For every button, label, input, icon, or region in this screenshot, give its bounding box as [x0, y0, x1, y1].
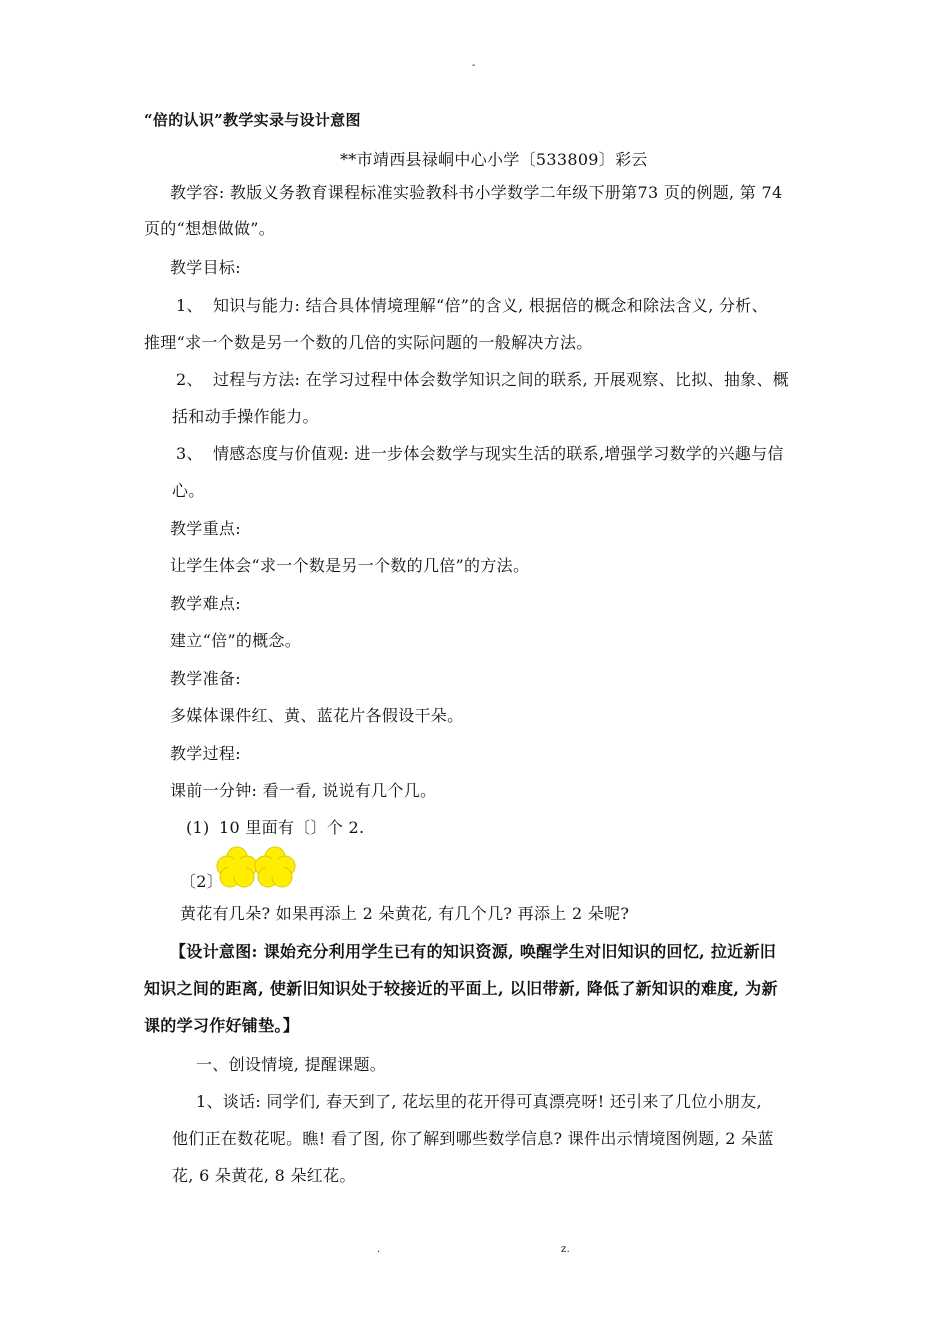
item-2-number: 〔2〕: [180, 872, 224, 891]
difficulty-text: 建立“倍”的概念。: [170, 631, 302, 650]
objective-2-number: 2、: [176, 370, 203, 389]
footer-right-mark: z.: [561, 1244, 571, 1255]
design-intent-line-3: 课的学习作好铺垫。】: [144, 1016, 300, 1035]
talk-line-2: 他们正在数花呢。瞧! 看了图, 你了解到哪些数学信息? 课件出示情境图例题, 2 朵蓝: [172, 1129, 774, 1148]
content-line-1: 教学容: 教版义务教育课程标准实验教科书小学数学二年级下册第73 页的例题, 第 74: [170, 183, 783, 202]
objective-2-line-2: 括和动手操作能力。: [172, 407, 319, 426]
objective-1-line-2: 推理“求一个数是另一个数的几倍的实际问题的一般解决方法。: [144, 333, 593, 352]
author-line: **市靖西县禄峒中心小学〔533809〕彩云: [340, 150, 648, 169]
talk-line-3: 花, 6 朵黄花, 8 朵红花。: [172, 1166, 356, 1185]
design-intent-line-1: 【设计意图: 课始充分利用学生已有的知识资源, 唤醒学生对旧知识的回忆, 拉近新旧: [170, 942, 777, 961]
objective-3-line-2: 心。: [172, 481, 205, 500]
preparation-text: 多媒体课件红、黄、蓝花片各假设干朵。: [170, 706, 464, 725]
talk-line-1: 1、谈话: 同学们, 春天到了, 花坛里的花开得可真漂亮呀! 还引来了几位小朋友,: [196, 1092, 762, 1111]
process-label: 教学过程:: [170, 744, 241, 763]
key-point-label: 教学重点:: [170, 519, 241, 538]
objective-1-number: 1、: [176, 296, 203, 315]
item-1-text: 10 里面有〔〕个 2.: [219, 818, 365, 837]
design-intent-line-2: 知识之间的距离, 使新旧知识处于较接近的平面上, 以旧带新, 降低了新知识的难度, 为新: [144, 979, 778, 998]
objective-2-line-1: 过程与方法: 在学习过程中体会数学知识之间的联系, 开展观察、比拟、抽象、概: [213, 370, 790, 389]
objective-3-line-1: 情感态度与价值观: 进一步体会数学与现实生活的联系,增强学习数学的兴趣与信: [213, 444, 784, 463]
item-2-question: 黄花有几朵? 如果再添上 2 朵黄花, 有几个几? 再添上 2 朵呢?: [180, 904, 630, 923]
difficulty-label: 教学难点:: [170, 594, 241, 613]
objectives-label: 教学目标:: [170, 258, 241, 277]
header-mark: -: [472, 60, 476, 71]
content-line-2: 页的“想想做做”。: [144, 219, 276, 238]
yellow-flower-icon: [254, 846, 296, 888]
section-1-heading: 一、创设情境, 提醒课题。: [196, 1055, 387, 1074]
page-title: “倍的认识”教学实录与设计意图: [144, 111, 361, 129]
key-point-text: 让学生体会“求一个数是另一个数的几倍”的方法。: [170, 556, 530, 575]
footer-left-mark: .: [377, 1244, 381, 1255]
item-1-number: (1): [186, 818, 210, 837]
objective-3-number: 3、: [176, 444, 203, 463]
objective-1-line-1: 知识与能力: 结合具体情境理解“倍”的含义, 根据倍的概念和除法含义, 分析、: [213, 296, 768, 315]
warmup-text: 课前一分钟: 看一看, 说说有几个几。: [170, 781, 437, 800]
preparation-label: 教学准备:: [170, 669, 241, 688]
